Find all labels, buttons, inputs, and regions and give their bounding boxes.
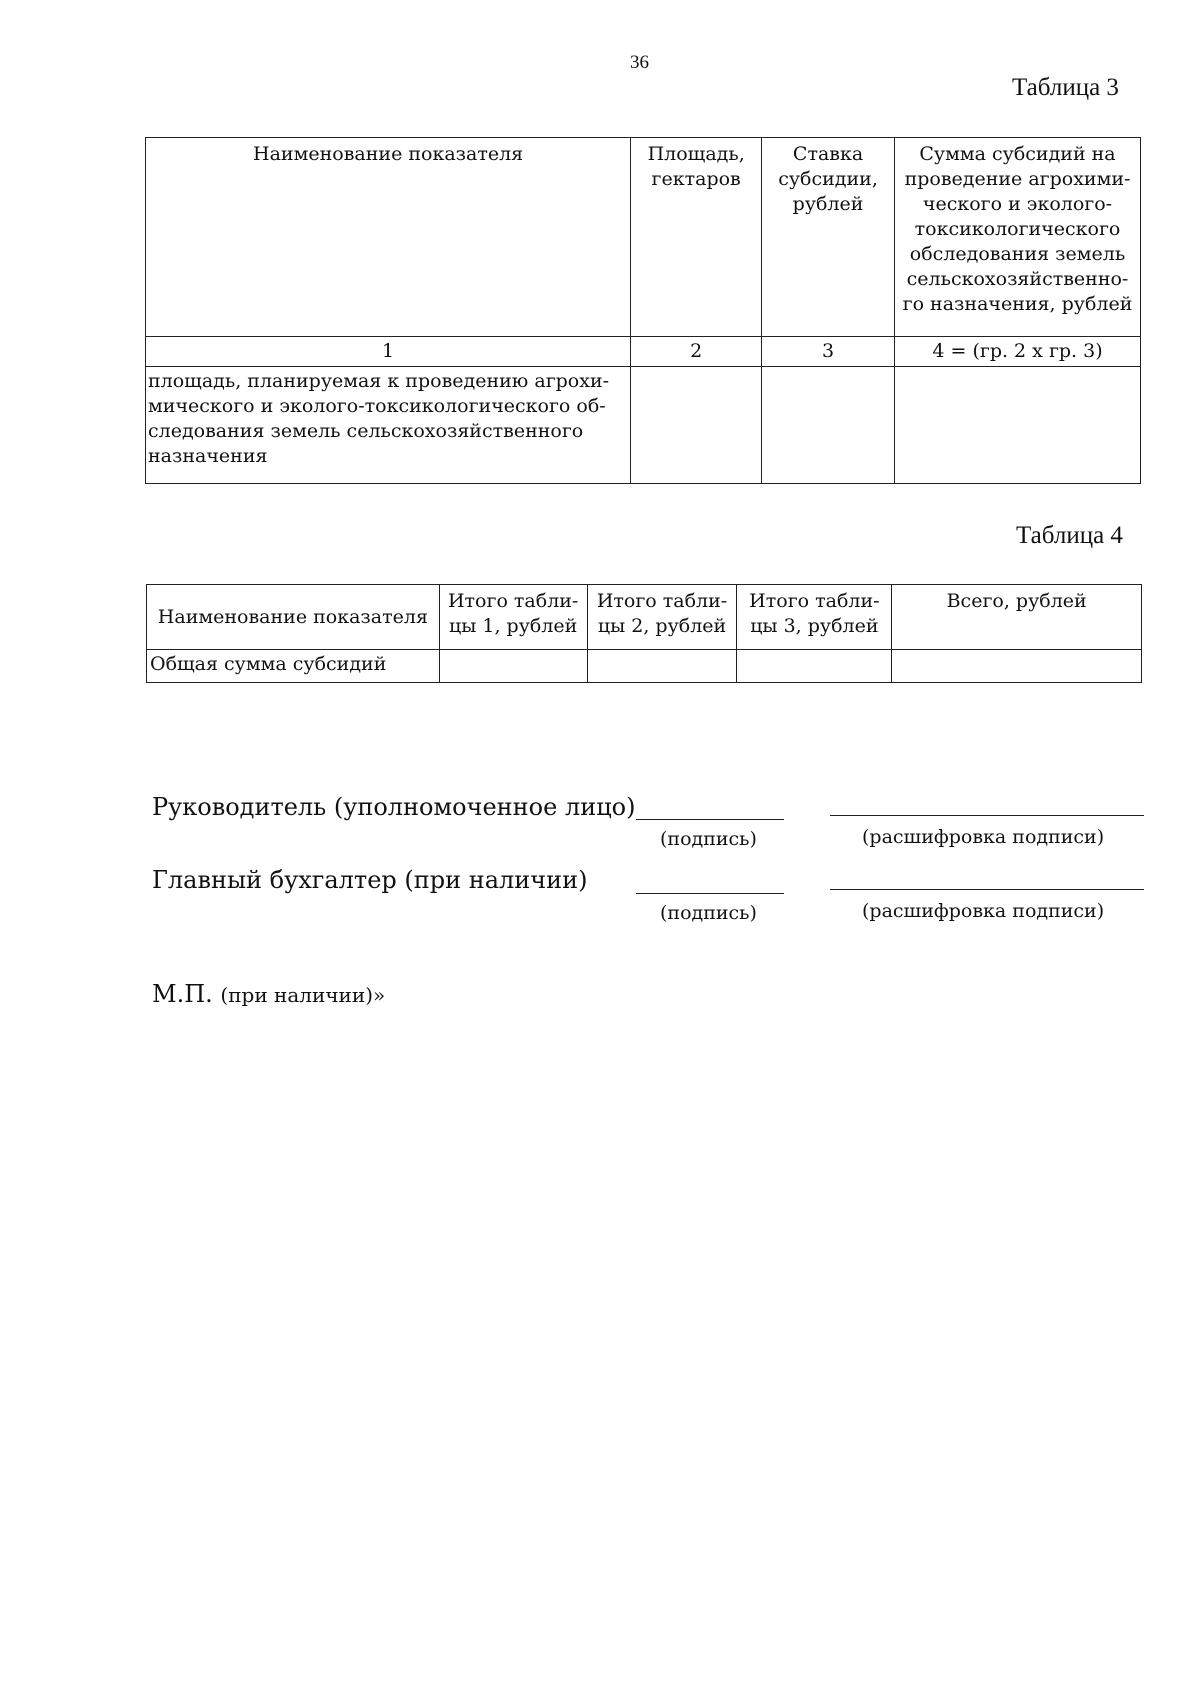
table4-row-total3[interactable] <box>737 650 892 683</box>
table3-row-sum[interactable] <box>895 367 1141 484</box>
table3-colnum-4: 4 = (гр. 2 х гр. 3) <box>895 337 1141 367</box>
head-signature-label: Руководитель (уполномоченное лицо) <box>152 793 636 821</box>
table3-header-area: Площадь, гектаров <box>631 138 762 337</box>
table4 <box>146 584 1142 683</box>
stamp-note: (при наличии)» <box>220 983 386 1007</box>
accountant-signature-label: Главный бухгалтер (при наличии) <box>152 866 588 894</box>
head-decoding-line[interactable] <box>830 815 1144 816</box>
table4-header-total1: Итого табли-цы 1, рублей <box>439 585 587 650</box>
head-signature-line[interactable] <box>636 819 784 820</box>
table4-header-grand-total: Всего, рублей <box>892 585 1142 650</box>
table4-header-total2: Итого табли-цы 2, рублей <box>587 585 737 650</box>
table4-row-total2[interactable] <box>587 650 737 683</box>
accountant-decoding-caption: (расшифровка подписи) <box>862 900 1105 922</box>
stamp-label: М.П. <box>152 980 213 1008</box>
accountant-decoding-line[interactable] <box>830 889 1144 890</box>
table3-row-name: площадь, планируемая к проведению агрохи-мического и эколого-токсикологического об-следования земель сельскохозяйственного назначения <box>146 367 631 484</box>
table4-header-row <box>147 585 1142 650</box>
head-signature-caption: (подпись) <box>660 828 757 850</box>
table4-row-grand-total[interactable] <box>892 650 1142 683</box>
table3-header-sum: Сумма субсидий на проведение агрохими-ческого и эколого-токсикологического обследования земель сельскохозяйственно-го назначения, рублей <box>895 138 1141 337</box>
table3-colnum-3: 3 <box>762 337 895 367</box>
table3-row-area[interactable] <box>631 367 762 484</box>
accountant-signature-caption: (подпись) <box>660 902 757 924</box>
table4-row-total1[interactable] <box>439 650 587 683</box>
table3-caption: Таблица 3 <box>1012 74 1119 101</box>
page-number: 36 <box>630 52 649 73</box>
table4-caption: Таблица 4 <box>1016 522 1123 549</box>
accountant-signature-line[interactable] <box>636 893 784 894</box>
table3-header-name: Наименование показателя <box>146 138 631 337</box>
table3-colnum-2: 2 <box>631 337 762 367</box>
stamp-place <box>152 980 385 1008</box>
table3-row-rate[interactable] <box>762 367 895 484</box>
table3-header-rate: Ставка субсидии, рублей <box>762 138 895 337</box>
table3-column-numbers-row <box>146 337 1141 367</box>
table4-header-total3: Итого табли-цы 3, рублей <box>737 585 892 650</box>
table4-row-name: Общая сумма субсидий <box>147 650 440 683</box>
table-row <box>146 367 1141 484</box>
table3 <box>145 137 1141 484</box>
table-row <box>147 650 1142 683</box>
table3-colnum-1: 1 <box>146 337 631 367</box>
table4-header-name: Наименование показателя <box>147 585 440 650</box>
head-decoding-caption: (расшифровка подписи) <box>862 826 1105 848</box>
table3-header-row <box>146 138 1141 337</box>
